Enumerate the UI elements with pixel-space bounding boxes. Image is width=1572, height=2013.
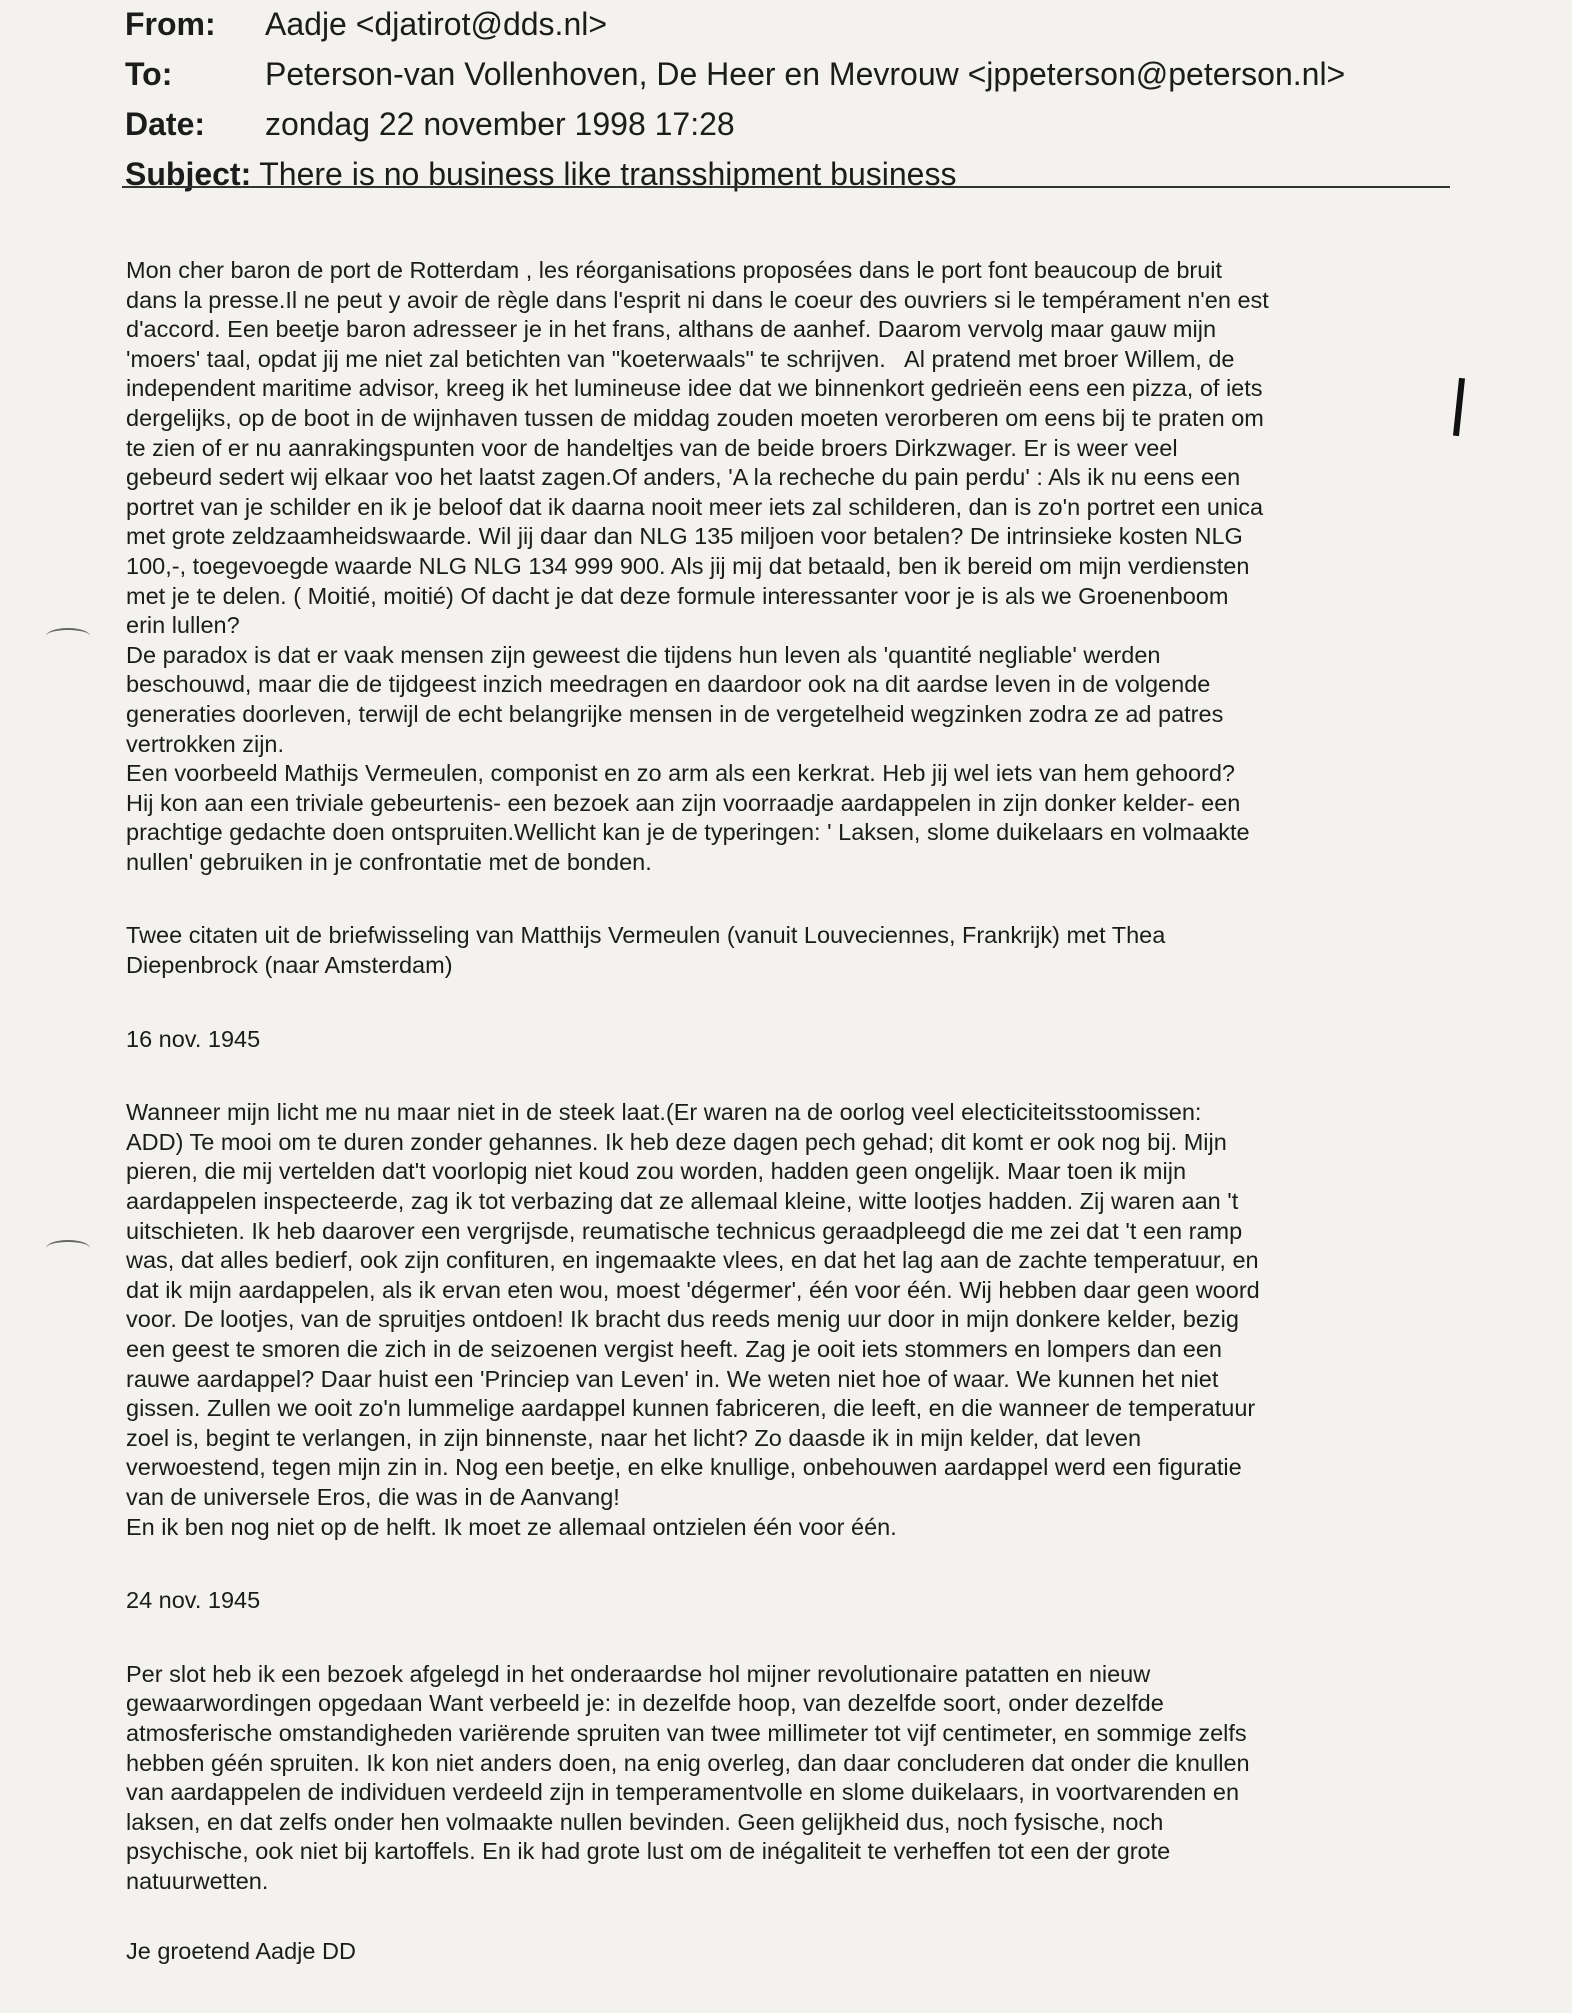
- subject-row: [125, 150, 1455, 198]
- subject-label: Subject:: [125, 156, 252, 192]
- hole-punch-mark-2: [46, 1240, 90, 1256]
- letter-date-2: 24 nov. 1945: [126, 1587, 261, 1614]
- body-paragraph-3: Een voorbeeld Mathijs Vermeulen, componist en zo arm als een kerkrat. Heb jij wel iets van hem gehoord? Hij kon aan een triviale gebeurtenis- een bezoek aan zijn voorraadje aardappelen in zijn donker kelder- een prachtige gedachte doen ontspruiten.Wellicht kan je de typeringen: ' Laksen, slome duikelaars en volmaakte nullen' gebruiken in je confrontatie met de bonden.: [126, 760, 1250, 875]
- body-paragraph-5: Wanneer mijn licht me nu maar niet in de steek laat.(Er waren na de oorlog veel electiciteitsstoomissen: ADD) Te mooi om te duren zonder gehannes. Ik heb deze dagen pech gehad; dit komt er ook nog bij. Mijn pieren, die mij vertelden dat't voorlopig niet koud zou worden, hadden geen ongelijk. Maar toen ik mijn aardappelen inspecteerde, zag ik tot verbazing dat ze allemaal kleine, witte lootjes hadden. Zij waren aan 't uitschieten. Ik heb daarover een vergrijsde, reumatische technicus geraadpleegd die me zei dat 't een ramp was, dat alles bedierf, ook zijn confituren, en ingemaakte vlees, en dat het lag aan de zachte temperatuur, en dat ik mijn aardappelen, als ik ervan eten wou, moest 'dégermer', één voor één. Wij hebben daar geen woord voor. De lootjes, van de spruitjes ontdoen! Ik bracht dus reeds menig uur door in mijn donkere kelder, bezig een geest te smoren die zich in de seizoenen vergist heeft. Zag je ooit iets stommers en lompers dan een rauwe aardappel? Daar huist een 'Princiep van Leven' in. We weten niet hoe of waar. We kunnen het niet gissen. Zullen we ooit zo'n lummelige aardappel kunnen fabriceren, die leeft, en die wanneer de temperatuur zoel is, begint te verlangen, in zijn binnenste, naar het licht? Zo daasde ik in mijn kelder, dat leven verwoestend, tegen mijn zin in. Nog een beetje, en elke knullige, onbehouwen aardappel werd een figuratie van de universele Eros, die was in de Aanvang! En ik ben nog niet op de helft. Ik moet ze allemaal ontzielen één voor één.: [126, 1099, 1260, 1540]
- closing-signature: Je groetend Aadje DD: [126, 1937, 356, 1964]
- from-label: From:: [125, 6, 216, 42]
- body-paragraph-1: Mon cher baron de port de Rotterdam , les réorganisations proposées dans le port font beaucoup de bruit dans la presse.Il ne peut y avoir de règle dans l'esprit ni dans le coeur des ouvriers si le tempérament n'en est d'accord. Een beetje baron adresseer je in het frans, althans de aanhef. Daarom vervolg maar gauw mijn 'moers' taal, opdat jij me niet zal betichten van "koeterwaals" te schrijven. Al pratend met broer Willem, de independent maritime advisor, kreeg ik het lumineuse idee dat we binnenkort gedrieën eens een pizza, of iets dergelijks, op de boot in de wijnhaven tussen de middag zouden moeten verorberen om eens bij te praten om te zien of er nu aanrakingspunten voor de handeltjes van de beide broers Dirkzwager. Er is weer veel gebeurd sedert wij elkaar voo het laatst zagen.Of anders, 'A la recheche du pain perdu' : Als ik nu eens een portret van je schilder en ik je beloof dat ik daarna nooit meer iets zal schilderen, dan is zo'n portret een unica met grote zeldzaamheidswaarde. Wil jij daar dan NLG 135 miljoen voor betalen? De intrinsieke kosten NLG 100,-, toegevoegde waarde NLG NLG 134 999 900. Als jij mij dat betaald, ben ik bereid om mijn verdiensten met je te delen. ( Moitié, moitié) Of dacht je dat deze formule interessanter voor je is als we Groenenboom erin lullen?: [126, 257, 1269, 639]
- date-row: [125, 100, 1455, 148]
- date-label: Date:: [125, 106, 206, 142]
- from-row: [125, 0, 1455, 48]
- body-paragraph-4: Twee citaten uit de briefwisseling van Matthijs Vermeulen (vanuit Louveciennes, Frankrijk) met Thea Diepenbrock (naar Amsterdam): [126, 922, 1166, 979]
- email-header: [125, 0, 1455, 198]
- to-label: To:: [125, 56, 173, 92]
- subject-value: There is no business like transshipment business: [259, 156, 957, 192]
- from-value: Aadje <djatirot@dds.nl>: [265, 6, 608, 42]
- letter-date-1: 16 nov. 1945: [126, 1025, 261, 1052]
- date-value: zondag 22 november 1998 17:28: [265, 106, 735, 142]
- to-value: Peterson-van Vollenhoven, De Heer en Mevrouw <jppeterson@peterson.nl>: [265, 56, 1346, 92]
- to-row: [125, 50, 1455, 98]
- email-body: [126, 256, 1446, 1966]
- header-divider: [122, 186, 1450, 188]
- margin-ink-mark: [1453, 378, 1465, 436]
- hole-punch-mark-1: [46, 628, 90, 644]
- body-paragraph-2: De paradox is dat er vaak mensen zijn geweest die tijdens hun leven als 'quantité negliable' werden beschouwd, maar die de tijdgeest inzich meedragen en daardoor ook na dit aardse leven in de volgende generaties doorleven, terwijl de echt belangrijke mensen in de vergetelheid wegzinken zodra ze ad patres vertrokken zijn.: [126, 641, 1224, 757]
- body-paragraph-6: Per slot heb ik een bezoek afgelegd in het onderaardse hol mijner revolutionaire patatten en nieuw gewaarwordingen opgedaan Want verbeeld je: in dezelfde hoop, van dezelfde soort, onder dezelfde atmosferische omstandigheden variërende spruiten van twee millimeter tot vijf centimeter, en sommige zelfs hebben géén spruiten. Ik kon niet anders doen, na enig overleg, dan daar concluderen dat onder die knullen van aardappelen de individuen verdeeld zijn in temperamentvolle en slome duikelaars, in voortvarenden en laksen, en dat zelfs onder hen volmaakte nullen bevinden. Geen gelijkheid dus, noch fysische, noch psychische, ook niet bij kartoffels. En ik had grote lust om de inégaliteit te verheffen tot een der grote natuurwetten.: [126, 1660, 1250, 1894]
